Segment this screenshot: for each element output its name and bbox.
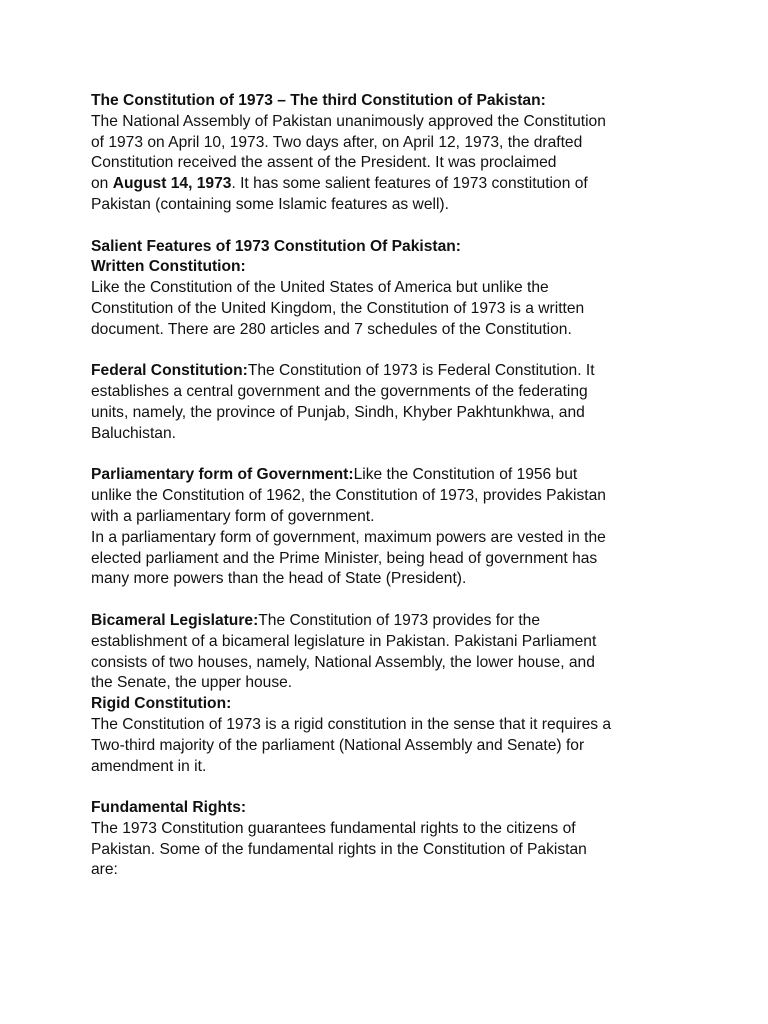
federal-line: units, namely, the province of Punjab, Sindh, Khyber Pakhtunkhwa, and	[91, 403, 585, 421]
bicameral-line: consists of two houses, namely, National Assembly, the lower house, and	[91, 653, 595, 671]
federal-section	[91, 361, 751, 444]
federal-line: establishes a central government and the governments of the federating	[91, 383, 588, 401]
intro-line-suffix: . It has some salient features of 1973 constitution of	[231, 175, 588, 193]
rigid-line: Two-third majority of the parliament (National Assembly and Senate) for	[91, 736, 585, 754]
parliamentary-section	[91, 465, 751, 590]
bicameral-section	[91, 611, 751, 694]
proclamation-date: August 14, 1973	[112, 175, 232, 193]
parliamentary-line: elected parliament and the Prime Minister, being head of government has	[91, 549, 598, 567]
written-line: Constitution of the United Kingdom, the Constitution of 1973 is a written	[91, 299, 585, 317]
parliamentary-line: unlike the Constitution of 1962, the Constitution of 1973, provides Pakistan	[91, 487, 606, 505]
federal-first-line: Federal Constitution:The Constitution of 1973 is Federal Constitution. It	[91, 362, 595, 380]
parliamentary-line: In a parliamentary form of government, maximum powers are vested in the	[91, 528, 606, 546]
fundamental-line: are:	[91, 861, 118, 879]
document-page	[91, 91, 751, 881]
fundamental-heading: Fundamental Rights:	[91, 799, 247, 817]
rigid-line: amendment in it.	[91, 757, 207, 775]
bicameral-heading: Bicameral Legislature:	[91, 611, 259, 629]
rigid-line: The Constitution of 1973 is a rigid constitution in the sense that it requires a	[91, 715, 612, 733]
written-section	[91, 237, 751, 341]
written-heading: Written Constitution:	[91, 258, 246, 276]
written-line: Like the Constitution of the United States of America but unlike the	[91, 279, 549, 297]
salient-features-heading: Salient Features of 1973 Constitution Of Pakistan:	[91, 237, 461, 255]
federal-heading: Federal Constitution:	[91, 362, 248, 380]
written-line: document. There are 280 articles and 7 schedules of the Constitution.	[91, 320, 572, 338]
bicameral-line: establishment of a bicameral legislature in Pakistan. Pakistani Parliament	[91, 632, 597, 650]
rigid-section	[91, 694, 751, 777]
intro-line: of 1973 on April 10, 1973. Two days after, on April 12, 1973, the drafted	[91, 133, 583, 151]
intro-line: Constitution received the assent of the President. It was proclaimed	[91, 154, 557, 172]
bicameral-line: the Senate, the upper house.	[91, 674, 293, 692]
parliamentary-line: many more powers than the head of State (President).	[91, 570, 467, 588]
intro-line	[91, 174, 751, 195]
fundamental-line: Pakistan. Some of the fundamental rights in the Constitution of Pakistan	[91, 840, 587, 858]
intro-line: The National Assembly of Pakistan unanimously approved the Constitution	[91, 112, 606, 130]
rigid-heading: Rigid Constitution:	[91, 695, 232, 713]
fundamental-line: The 1973 Constitution guarantees fundamental rights to the citizens of	[91, 819, 576, 837]
parliamentary-line: with a parliamentary form of government.	[91, 507, 375, 525]
parliamentary-heading: Parliamentary form of Government:	[91, 466, 354, 484]
intro-line-prefix: on	[91, 175, 113, 193]
intro-section	[91, 91, 751, 216]
intro-line: Pakistan (containing some Islamic features as well).	[91, 195, 449, 213]
fundamental-section	[91, 798, 751, 881]
parliamentary-first-line: Parliamentary form of Government:Like the Constitution of 1956 but	[91, 466, 578, 484]
federal-line: Baluchistan.	[91, 424, 176, 442]
bicameral-first-line: Bicameral Legislature:The Constitution of 1973 provides for the	[91, 611, 541, 629]
intro-heading: The Constitution of 1973 – The third Constitution of Pakistan:	[91, 92, 546, 109]
